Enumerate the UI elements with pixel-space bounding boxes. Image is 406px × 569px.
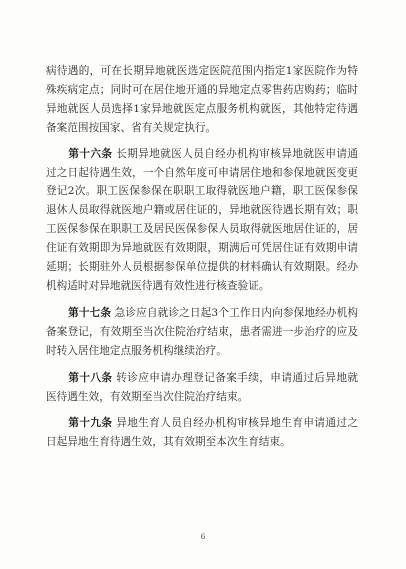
article-number: 第十七条 bbox=[68, 306, 112, 319]
article-number: 第十八条 bbox=[68, 371, 113, 384]
article-text: 急诊应自就诊之日起3个工作日内向参保地经办机构备案登记，有效期至当次住院治疗结束，患者需进一步治疗的应及时转入居住地定点服务机构继续治疗。 bbox=[46, 306, 359, 357]
article-text: 长期异地就医人员自经办机构审核异地就医申请通过之日起待遇生效，一个自然年度可申请居住地和参保地就医变更登记2次。职工医保参保在职职工取得就医地户籍，职工医保参保退休人员取得就医地户籍或居住证的，异地就医待遇长期有效；职工医保参保在职职工及居民医保参保人员取得就医地居住证的，居住证有效期即为异地就医有效期限，期满后可凭居住证有效期申请延期；长期驻外人员根据参保单位提供的材料确认有效期限。经办机构适时对异地就医待遇有效性进行核查验证。 bbox=[46, 147, 359, 292]
article-17 bbox=[46, 304, 358, 361]
continuation-paragraph: 病待遇的，可在长期异地就医选定医院范围内指定1家医院作为特殊疾病定点；同时可在居住地开通的异地定点零售药店购药；临时异地就医人员选择1家异地就医定点服务机构就医，其他特定待遇备案范围按国家、省有关规定执行。 bbox=[46, 65, 358, 134]
article-number: 第十六条 bbox=[68, 147, 113, 160]
article-number: 第十九条 bbox=[68, 417, 113, 430]
article-18 bbox=[46, 369, 358, 407]
article-text: 异地生育人员自经办机构审核异地生育申请通过之日起异地生育待遇生效，其有效期至本次生育结束。 bbox=[46, 417, 359, 449]
page-number: 6 bbox=[200, 533, 206, 541]
document-body bbox=[46, 62, 358, 460]
article-text: 转诊应申请办理登记备案手续，申请通过后异地就医待遇生效，有效期至当次住院治疗结束。 bbox=[46, 371, 359, 403]
article-16 bbox=[46, 145, 358, 296]
article-19 bbox=[46, 414, 358, 452]
